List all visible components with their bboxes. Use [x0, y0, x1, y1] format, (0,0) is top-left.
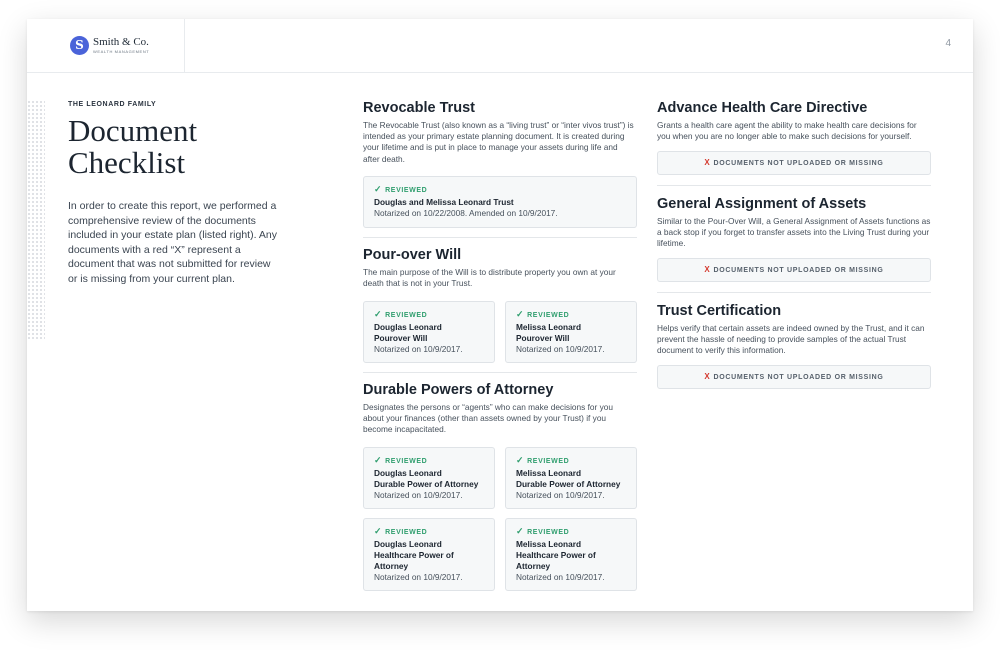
document-name-cont: Attorney — [374, 561, 409, 571]
section-general-assignment — [657, 196, 931, 260]
document-page — [27, 19, 973, 611]
notarized-note: Notarized on 10/9/2017. — [516, 344, 605, 354]
check-icon: ✓ — [374, 309, 383, 319]
brand-subtitle: WEALTH MANAGEMENT — [93, 49, 150, 54]
reviewed-badge: ✓ REVIEWED — [374, 309, 428, 319]
document-name: Healthcare Power of — [374, 550, 454, 560]
document-name: Douglas and Melissa Leonard Trust — [374, 197, 514, 207]
document-card[interactable] — [363, 301, 495, 363]
check-icon: ✓ — [516, 455, 525, 465]
document-name: Durable Power of Attorney — [374, 479, 479, 489]
document-card[interactable] — [363, 176, 637, 228]
notarized-note: Notarized on 10/9/2017. — [374, 490, 463, 500]
section-title: Advance Health Care Directive — [657, 100, 868, 116]
document-card[interactable] — [363, 447, 495, 509]
section-description: Designates the persons or “agents” who can make decisions for you about your finances (other than assets owned by your Trust) if you become incapacitated. — [363, 402, 613, 435]
section-trust-certification — [657, 303, 931, 367]
document-owner: Douglas Leonard — [374, 539, 442, 549]
document-owner: Melissa Leonard — [516, 322, 582, 332]
missing-status[interactable]: X DOCUMENTS NOT UPLOADED OR MISSING — [657, 258, 931, 282]
x-icon: X — [704, 158, 711, 167]
title-line-1: Document — [68, 113, 198, 148]
section-title: Trust Certification — [657, 303, 782, 319]
check-icon: ✓ — [374, 184, 383, 194]
divider — [363, 372, 637, 373]
section-title: General Assignment of Assets — [657, 196, 867, 212]
dot-pattern — [27, 100, 45, 340]
document-name: Durable Power of Attorney — [516, 479, 621, 489]
document-owner: Melissa Leonard — [516, 468, 582, 478]
section-description: Similar to the Pour-Over Will, a General Assignment of Assets functions as a back stop if you forget to transfer assets into the Living Trust during your lifetime. — [657, 216, 931, 249]
notarized-note: Notarized on 10/9/2017. — [374, 572, 463, 582]
document-name: Pourover Will — [516, 333, 570, 343]
divider — [657, 185, 931, 186]
section-powers-of-attorney — [363, 382, 636, 446]
document-card[interactable] — [505, 447, 637, 509]
page-title — [68, 115, 268, 179]
document-name-cont: Attorney — [516, 561, 551, 571]
document-owner: Douglas Leonard — [374, 322, 442, 332]
section-title: Pour-over Will — [363, 247, 462, 263]
x-icon: X — [704, 372, 711, 381]
divider — [657, 292, 931, 293]
notarized-note: Notarized on 10/9/2017. — [516, 572, 605, 582]
logo-s-icon: S — [70, 36, 89, 55]
reviewed-badge: ✓ REVIEWED — [516, 455, 570, 465]
document-name: Healthcare Power of — [516, 550, 596, 560]
x-icon: X — [704, 265, 711, 274]
section-description: Helps verify that certain assets are indeed owned by the Trust, and it can prevent the hassle of needing to provide samples of the actual Trust document to verify this information. — [657, 323, 925, 356]
section-pourover-will — [363, 247, 636, 299]
check-icon: ✓ — [516, 309, 525, 319]
document-card[interactable] — [505, 518, 637, 591]
missing-status[interactable]: X DOCUMENTS NOT UPLOADED OR MISSING — [657, 151, 931, 175]
page-header — [27, 19, 973, 73]
document-owner: Douglas Leonard — [374, 468, 442, 478]
check-icon: ✓ — [374, 526, 383, 536]
notarized-note: Notarized on 10/22/2008. Amended on 10/9/2017. — [374, 208, 558, 218]
document-card[interactable] — [505, 301, 637, 363]
section-revocable-trust — [363, 100, 636, 175]
divider — [363, 237, 637, 238]
reviewed-badge: ✓ REVIEWED — [516, 526, 570, 536]
notarized-note: Notarized on 10/9/2017. — [516, 490, 605, 500]
family-label: THE LEONARD FAMILY — [68, 101, 157, 108]
document-name: Pourover Will — [374, 333, 428, 343]
reviewed-badge: ✓ REVIEWED — [516, 309, 570, 319]
intro-paragraph: In order to create this report, we performed a comprehensive review of the documents included in your estate plan (listed right). Any documents with a red “X” represent a document that was not submitted for review or is missing from your current plan. — [68, 200, 277, 285]
reviewed-badge: ✓ REVIEWED — [374, 455, 428, 465]
page-number: 4 — [945, 38, 951, 49]
document-card[interactable] — [363, 518, 495, 591]
section-title: Revocable Trust — [363, 100, 476, 116]
reviewed-badge: ✓ REVIEWED — [374, 526, 428, 536]
notarized-note: Notarized on 10/9/2017. — [374, 344, 463, 354]
missing-status[interactable]: X DOCUMENTS NOT UPLOADED OR MISSING — [657, 365, 931, 389]
reviewed-badge: ✓ REVIEWED — [374, 184, 428, 194]
document-owner: Melissa Leonard — [516, 539, 582, 549]
check-icon: ✓ — [516, 526, 525, 536]
section-description: The main purpose of the Will is to distribute property you own at your death that is not in your Trust. — [363, 267, 616, 289]
section-description: Grants a health care agent the ability to make health care decisions for you when you are no longer able to make such decisions for yourself. — [657, 120, 917, 142]
section-advance-health-care-directive — [657, 100, 931, 152]
section-description: The Revocable Trust (also known as a “living trust” or “inter vivos trust”) is intended as your primary estate planning document. It is created during your lifetime and is put in place to manage your assets during life and after death. — [363, 120, 634, 164]
brand-name: Smith & Co. — [93, 36, 149, 48]
section-title: Durable Powers of Attorney — [363, 382, 554, 398]
title-line-2: Checklist — [68, 145, 186, 180]
brand-logo — [27, 19, 185, 72]
check-icon: ✓ — [374, 455, 383, 465]
